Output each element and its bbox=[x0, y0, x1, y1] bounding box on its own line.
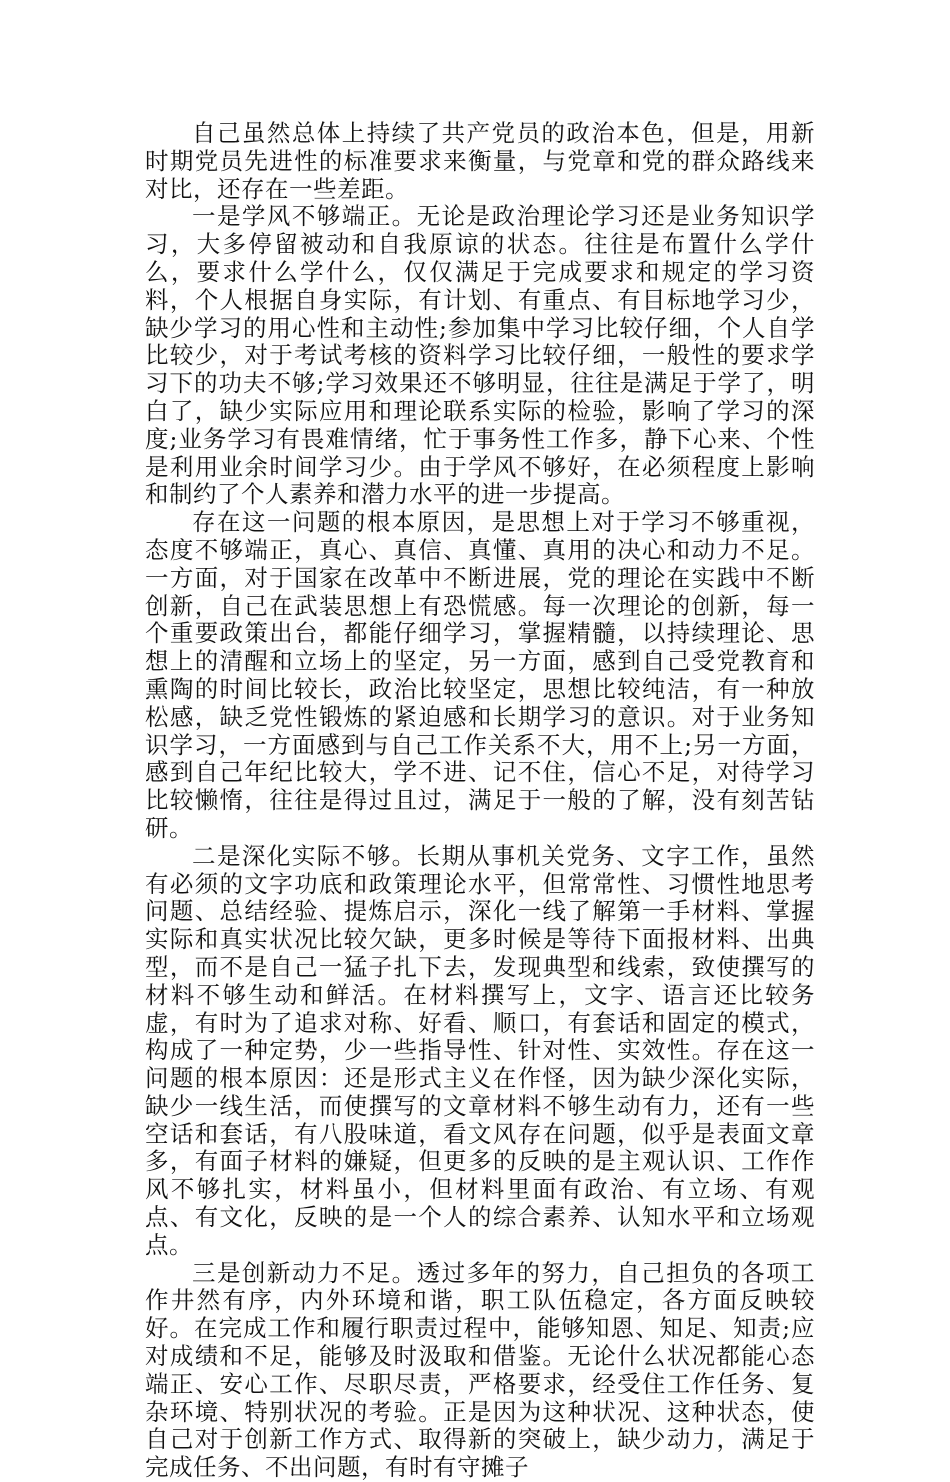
paragraph-innovation: 三是创新动力不足。透过多年的努力，自己担负的各项工作井然有序，内外环境和谐，职工队伍稳定，各方面反映较好。在完成工作和履行职责过程中，能够知恩、知足、知责;应对成绩和不足，能够及时汲取和借鉴。无论什么状况都能心态端正、安心工作、尽职尽责，严格要求，经受住工作任务、复杂环境、特别状况的考验。正是因为这种状况、这种状态，使自己对于创新工作方式、取得新的突破上，缺少动力，满足于完成任务、不出问题，有时有守摊子 bbox=[145, 1258, 815, 1482]
paragraph-practice: 二是深化实际不够。长期从事机关党务、文字工作，虽然有必须的文字功底和政策理论水平，但常常性、习惯性地思考问题、总结经验、提炼启示，深化一线了解第一手材料、掌握实际和真实状况比较欠缺，更多时候是等待下面报材料、出典型，而不是自己一猛子扎下去，发现典型和线索，致使撰写的材料不够生动和鲜活。在材料撰写上，文字、语言还比较务虚，有时为了追求对称、好看、顺口，有套话和固定的模式，构成了一种定势，少一些指导性、针对性、实效性。存在这一问题的根本原因：还是形式主义在作怪，因为缺少深化实际，缺少一线生活，而使撰写的文章材料不够生动有力，还有一些空话和套话，有八股味道，看文风存在问题，似乎是表面文章多，有面子材料的嫌疑，但更多的反映的是主观认识、工作作风不够扎实，材料虽小，但材料里面有政治、有立场、有观点、有文化，反映的是一个人的综合素养、认知水平和立场观点。 bbox=[145, 841, 815, 1259]
paragraph-root-cause: 存在这一问题的根本原因，是思想上对于学习不够重视，态度不够端正，真心、真信、真懂、真用的决心和动力不足。一方面，对于国家在改革中不断进展，党的理论在实践中不断创新，自己在武装思想上有恐慌感。每一次理论的创新，每一个重要政策出台，都能仔细学习，掌握精髓，以持续理论、思想上的清醒和立场上的坚定，另一方面，感到自己受党教育和熏陶的时间比较长，政治比较坚定，思想比较纯洁，有一种放松感，缺乏党性锻炼的紧迫感和长期学习的意识。对于业务知识学习，一方面感到与自己工作关系不大，用不上;另一方面，感到自己年纪比较大，学不进、记不住，信心不足，对待学习比较懒惰，往往是得过且过，满足于一般的了解，没有刻苦钻研。 bbox=[145, 508, 815, 842]
paragraph-intro: 自己虽然总体上持续了共产党员的政治本色，但是，用新时期党员先进性的标准要求来衡量，与党章和党的群众路线来对比，还存在一些差距。 bbox=[145, 119, 815, 203]
paragraph-study-style: 一是学风不够端正。无论是政治理论学习还是业务知识学习，大多停留被动和自我原谅的状态。往往是布置什么学什么，要求什么学什么，仅仅满足于完成要求和规定的学习资料，个人根据自身实际，有计划、有重点、有目标地学习少，缺少学习的用心性和主动性;参加集中学习比较仔细，个人自学比较少，对于考试考核的资料学习比较仔细，一般性的要求学习下的功夫不够;学习效果还不够明显，往往是满足于学了，明白了，缺少实际应用和理论联系实际的检验，影响了学习的深度;业务学习有畏难情绪，忙于事务性工作多，静下心来、个性是利用业余时间学习少。由于学风不够好，在必须程度上影响和制约了个人素养和潜力水平的进一步提高。 bbox=[145, 202, 815, 509]
document-body bbox=[145, 120, 815, 1482]
